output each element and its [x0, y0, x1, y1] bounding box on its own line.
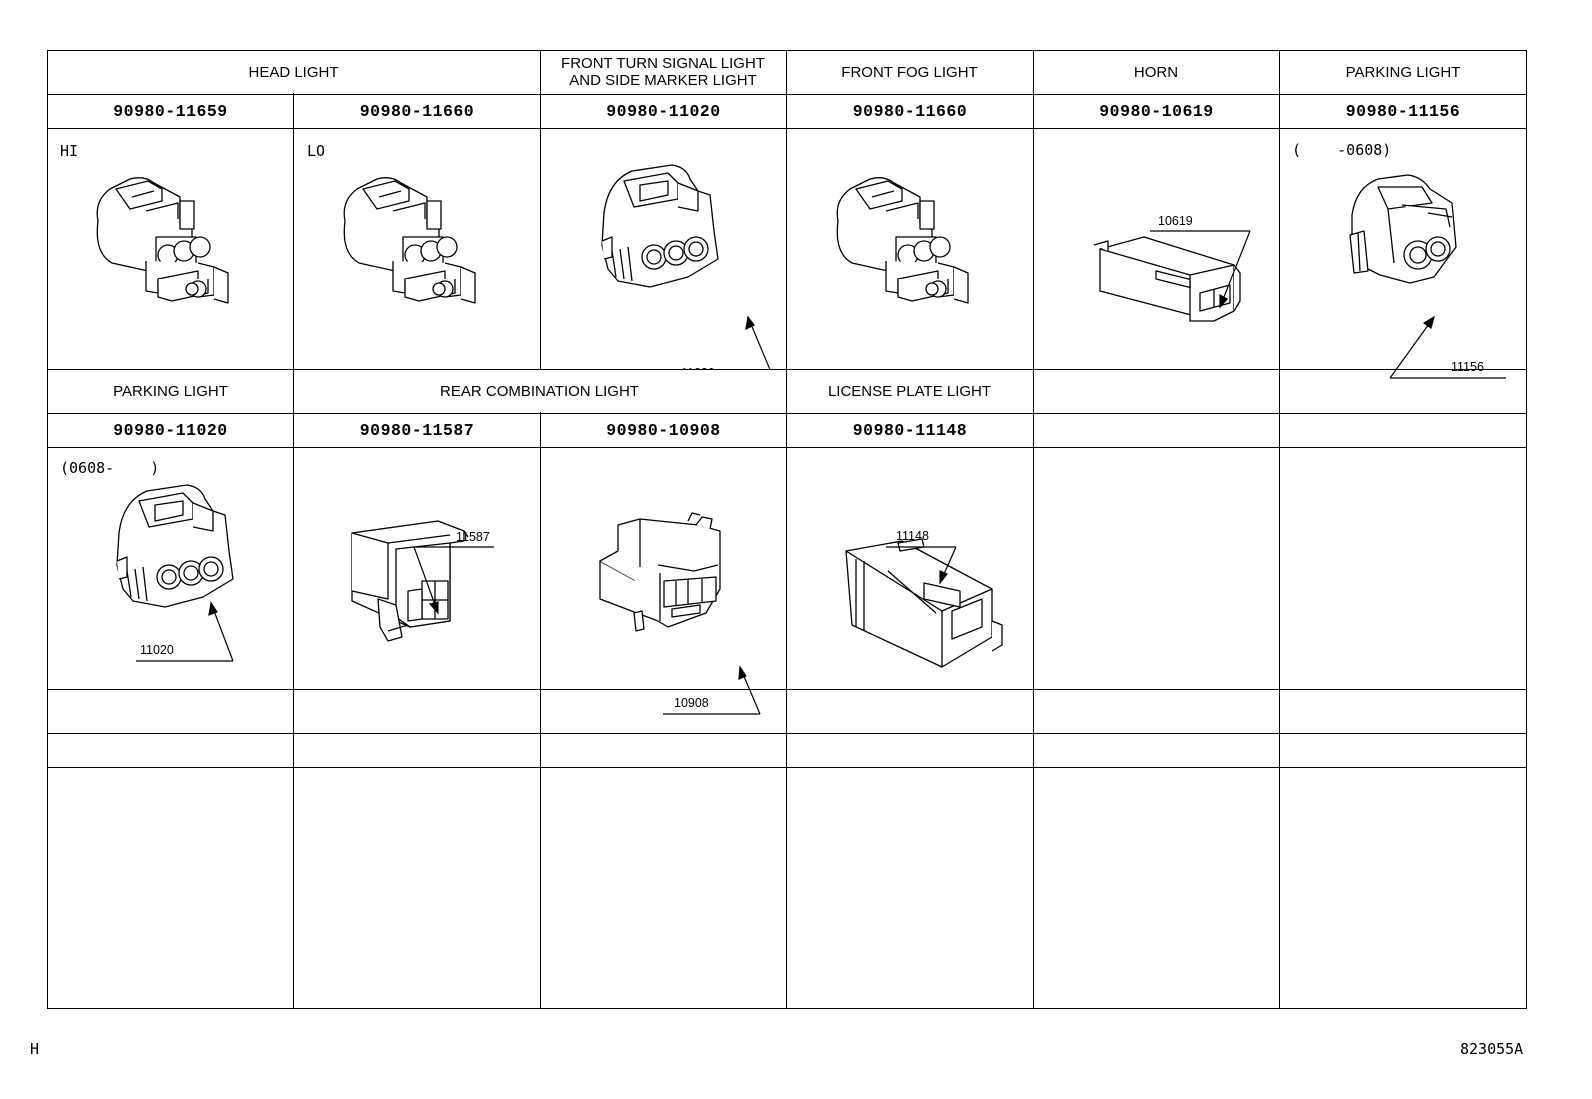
header-parking-light-2-text: PARKING LIGHT: [113, 383, 228, 400]
header-parking-light-text: PARKING LIGHT: [1345, 63, 1461, 81]
col-divider: [540, 51, 541, 1008]
connector-plug-icon: [832, 481, 1032, 681]
col-divider: [786, 51, 787, 1008]
callout-label: 11156: [1451, 360, 1484, 374]
header-head-light: [48, 51, 539, 93]
part-number: 90980-10619: [1099, 102, 1214, 121]
header-front-fog: [787, 51, 1032, 93]
row-divider: [48, 767, 1526, 768]
note-parking-range: ( -0608): [1292, 141, 1392, 159]
header-license-plate: [787, 370, 1032, 413]
part-number: 90980-11148: [852, 421, 968, 440]
header-front-turn-line1: FRONT TURN SIGNAL LIGHT: [561, 55, 765, 72]
header-head-light-text: HEAD LIGHT: [248, 63, 339, 81]
connector-3pin-icon: [828, 171, 988, 331]
row-divider: [48, 733, 1526, 734]
col-divider: [1033, 51, 1034, 1008]
note-parking-range-2: (0608- ): [60, 459, 160, 477]
header-rear-combination: [294, 370, 785, 412]
col-divider: [293, 51, 294, 1008]
header-front-fog-text: FRONT FOG LIGHT: [841, 63, 978, 81]
part-number: 90980-10908: [606, 421, 721, 440]
header-front-turn-signal: [541, 51, 785, 93]
header-parking-light-2: [48, 370, 293, 413]
connector-table: [47, 50, 1527, 1009]
part-number: 90980-11660: [359, 102, 475, 121]
row-divider: [48, 689, 1526, 690]
note-hi: HI: [60, 142, 79, 160]
footer-left-code: H: [30, 1040, 40, 1058]
header-front-turn-line2: AND SIDE MARKER LIGHT: [569, 72, 757, 89]
connector-3pin-icon: [88, 171, 248, 331]
note-lo: LO: [307, 142, 326, 160]
header-horn: [1034, 51, 1278, 93]
col-divider: [1279, 51, 1280, 1008]
part-number: 90980-11020: [113, 421, 228, 440]
row-divider: [48, 128, 1526, 129]
connector-housing-icon: [83, 481, 293, 681]
callout-label: 10908: [674, 696, 709, 710]
part-number: 90980-11659: [113, 102, 228, 121]
part-number: 90980-11660: [852, 102, 968, 121]
connector-plug-icon: [338, 481, 518, 671]
header-rear-combination-text: REAR COMBINATION LIGHT: [440, 382, 639, 400]
connector-housing-icon: [588, 481, 768, 710]
header-horn-text: HORN: [1133, 63, 1179, 81]
connector-housing-icon: [568, 161, 778, 361]
header-license-plate-text: LICENSE PLATE LIGHT: [827, 383, 992, 400]
callout-label: 11587: [456, 530, 490, 544]
callout-label: 11148: [896, 529, 929, 543]
connector-2pin-icon: [1328, 167, 1518, 374]
part-number: 90980-11587: [359, 421, 475, 440]
header-parking-light: [1280, 51, 1526, 93]
footer-drawing-number: 823055A: [1460, 1040, 1524, 1058]
connector-plug-icon: [1084, 161, 1264, 341]
callout-label: 10619: [1158, 214, 1193, 228]
connector-3pin-icon: [335, 171, 495, 331]
part-number: 90980-11020: [606, 102, 721, 121]
callout-label: 11020: [140, 643, 174, 657]
part-number: 90980-11156: [1345, 102, 1461, 121]
row-divider: [48, 447, 1526, 448]
